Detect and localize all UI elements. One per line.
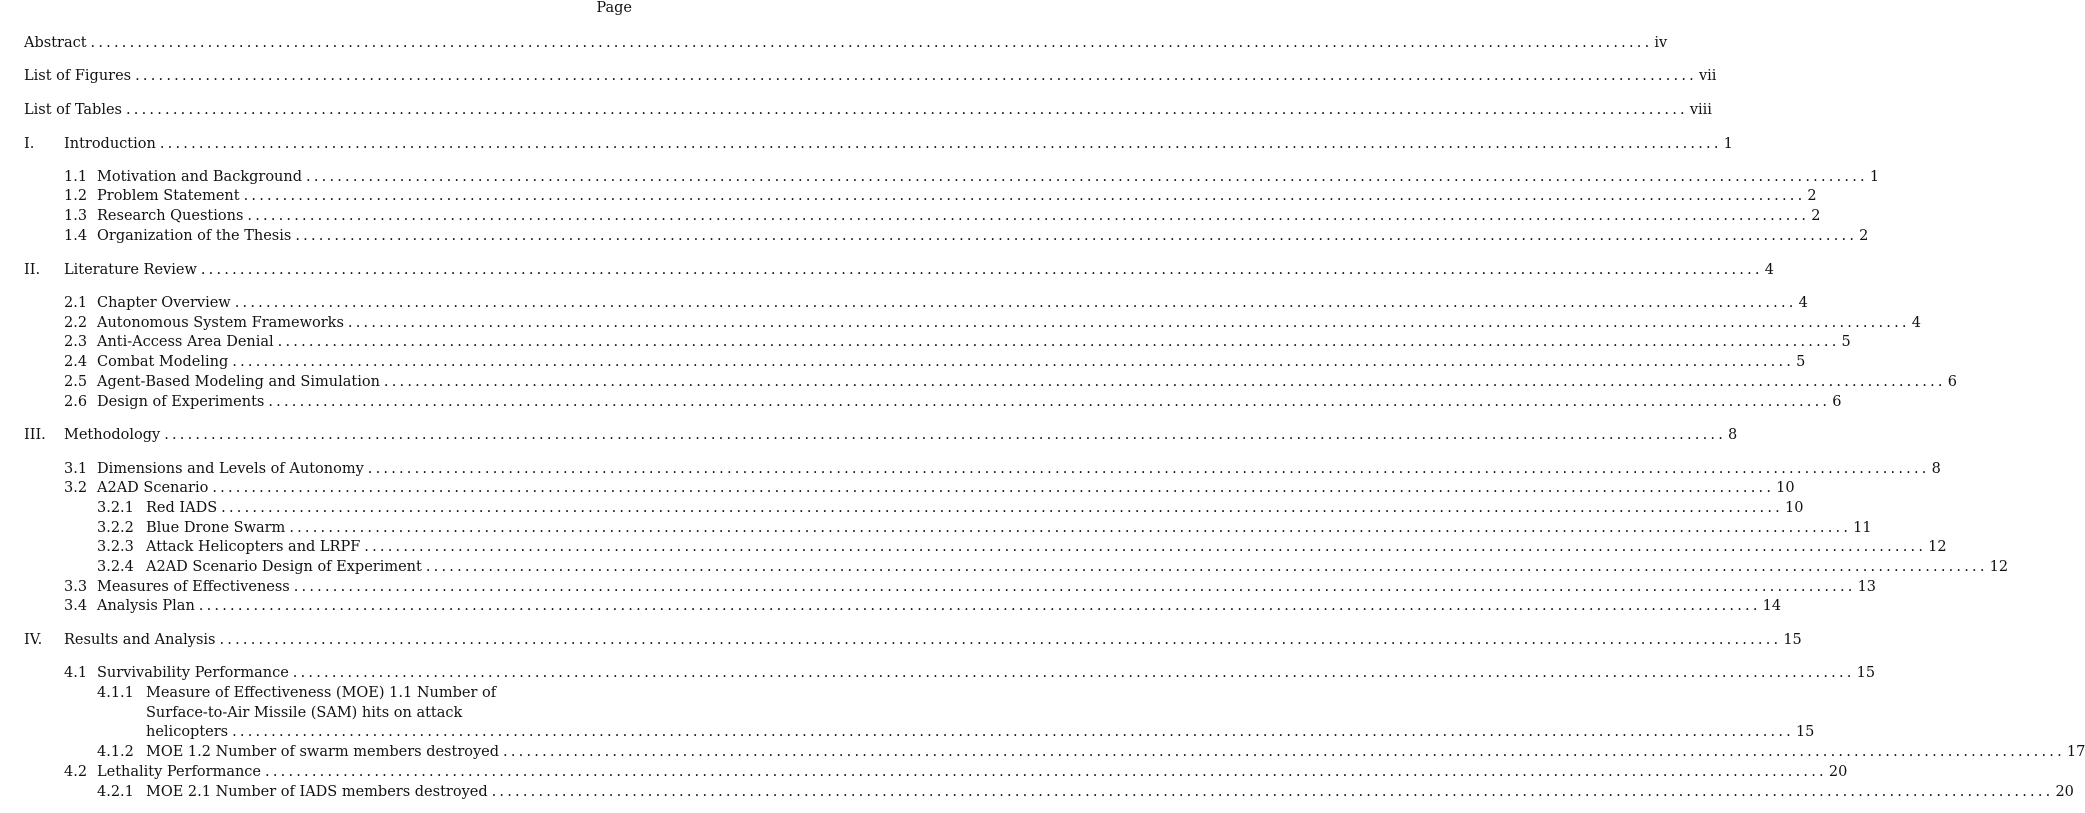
- section-number: 2.5: [64, 374, 88, 390]
- entry-title: Introduction: [64, 136, 156, 152]
- toc-section-3-1[interactable]: [0, 459, 1941, 479]
- toc-section-2-4[interactable]: [0, 352, 1806, 372]
- entry-title: List of Tables: [24, 102, 122, 118]
- chapter-number: III.: [24, 427, 46, 443]
- toc-chapter-1[interactable]: [0, 134, 1733, 154]
- leader-dots: ........................................................................................................................................................................................................: [164, 427, 1727, 443]
- leader-dots: ........................................................................................................................................................................................................: [491, 784, 2054, 800]
- entry-title: Survivability Performance: [97, 665, 289, 681]
- entry-title: Problem Statement: [97, 188, 240, 204]
- leader-dots: ........................................................................................................................................................................................................: [135, 68, 1697, 84]
- entry-page: 6: [1832, 394, 1842, 410]
- leader-dots: ........................................................................................................................................................................................................: [293, 579, 1856, 595]
- leader-dots: ........................................................................................................................................................................................................: [243, 188, 1806, 204]
- leader-dots: ........................................................................................................................................................................................................: [200, 262, 1763, 278]
- leader-dots: ........................................................................................................................................................................................................: [247, 208, 1810, 224]
- entry-page: 12: [1928, 539, 1947, 555]
- leader-dots: ........................................................................................................................................................................................................: [198, 598, 1761, 614]
- entry-title: Dimensions and Levels of Autonomy: [97, 461, 364, 477]
- section-number: 3.3: [64, 579, 88, 595]
- toc-entry-abstract[interactable]: [0, 33, 1668, 53]
- entry-page: 15: [1856, 665, 1876, 681]
- entry-title: Combat Modeling: [97, 354, 229, 370]
- subsection-number: 4.1.1: [97, 685, 134, 701]
- leader-dots: ........................................................................................................................................................................................................: [277, 334, 1840, 350]
- chapter-number: II.: [24, 262, 41, 278]
- leader-dots: ........................................................................................................................................................................................................: [232, 724, 1794, 740]
- toc-subsection-3-2-2[interactable]: [0, 518, 1872, 538]
- subsection-number: 4.2.1: [97, 784, 134, 800]
- toc-entry-list-of-figures[interactable]: [0, 66, 1717, 86]
- leader-dots: ........................................................................................................................................................................................................: [212, 480, 1775, 496]
- toc-section-4-1[interactable]: [0, 663, 1876, 683]
- chapter-number: IV.: [24, 632, 43, 648]
- entry-title: Methodology: [64, 427, 161, 443]
- entry-page: 5: [1796, 354, 1806, 370]
- entry-title: Results and Analysis: [64, 632, 216, 648]
- toc-subsection-3-2-4[interactable]: [0, 557, 2009, 577]
- entry-title: A2AD Scenario: [97, 480, 209, 496]
- entry-page: 10: [1776, 480, 1795, 496]
- entry-page: 15: [1783, 632, 1802, 648]
- entry-page: 11: [1853, 520, 1872, 536]
- toc-section-2-2[interactable]: [0, 313, 1921, 333]
- entry-page: 2: [1807, 188, 1817, 204]
- subsection-number: 3.2.4: [97, 559, 134, 575]
- toc-section-1-1[interactable]: [0, 167, 1880, 187]
- section-number: 1.4: [64, 228, 88, 244]
- toc-section-2-5[interactable]: [0, 372, 1957, 392]
- entry-page: 20: [1828, 764, 1848, 780]
- leader-dots: ........................................................................................................................................................................................................: [347, 315, 1910, 331]
- leader-dots: ........................................................................................................................................................................................................: [265, 764, 1827, 780]
- section-number: 2.1: [64, 295, 88, 311]
- leader-dots: ........................................................................................................................................................................................................: [268, 394, 1831, 410]
- section-number: 1.1: [64, 169, 88, 185]
- toc-section-1-3[interactable]: [0, 206, 1821, 226]
- entry-title: Chapter Overview: [97, 295, 231, 311]
- entry-title-line-1: Measure of Effectiveness (MOE) 1.1 Number of: [146, 685, 497, 701]
- entry-page: 1: [1723, 136, 1733, 152]
- toc-subsection-3-2-3[interactable]: [0, 537, 1947, 557]
- entry-title: Attack Helicopters and LRPF: [146, 539, 361, 555]
- entry-title: Measures of Effectiveness: [97, 579, 290, 595]
- entry-title: Anti-Access Area Denial: [97, 334, 274, 350]
- section-number: 3.1: [64, 461, 88, 477]
- entry-title: Literature Review: [64, 262, 197, 278]
- leader-dots: ........................................................................................................................................................................................................: [503, 744, 2065, 760]
- leader-dots: ........................................................................................................................................................................................................: [367, 461, 1930, 477]
- entry-page: 4: [1911, 315, 1921, 331]
- leader-dots: ........................................................................................................................................................................................................: [292, 665, 1855, 681]
- leader-dots: ........................................................................................................................................................................................................: [295, 228, 1858, 244]
- entry-page: viii: [1689, 102, 1712, 118]
- leader-dots: ........................................................................................................................................................................................................: [232, 354, 1795, 370]
- entry-title: Lethality Performance: [97, 764, 262, 780]
- entry-title: MOE 1.2 Number of swarm members destroyed: [146, 744, 500, 760]
- toc-entry-list-of-tables[interactable]: [0, 100, 1712, 120]
- subsection-number: 3.2.1: [97, 500, 134, 516]
- leader-dots: ........................................................................................................................................................................................................: [364, 539, 1927, 555]
- entry-title-line-2: Surface-to-Air Missile (SAM) hits on attack: [146, 705, 463, 721]
- section-number: 4.1: [64, 665, 88, 681]
- toc-subsection-3-2-1[interactable]: [0, 498, 1804, 518]
- section-number: 2.3: [64, 334, 88, 350]
- chapter-number: I.: [24, 136, 35, 152]
- entry-page: 17: [2066, 744, 2085, 760]
- toc-section-1-2[interactable]: [0, 186, 1817, 206]
- entry-title: A2AD Scenario Design of Experiment: [146, 559, 422, 575]
- toc-section-3-4[interactable]: [0, 596, 1782, 616]
- entry-title: Agent-Based Modeling and Simulation: [97, 374, 380, 390]
- entry-title: Organization of the Thesis: [97, 228, 292, 244]
- entry-page: iv: [1654, 35, 1668, 51]
- toc-subsection-4-1-1-last-line[interactable]: [0, 722, 1815, 742]
- toc-section-2-3[interactable]: [0, 332, 1851, 352]
- entry-title: MOE 2.1 Number of IADS members destroyed: [146, 784, 488, 800]
- toc-section-2-6[interactable]: [0, 392, 1842, 412]
- section-number: 2.6: [64, 394, 88, 410]
- entry-page: 5: [1841, 334, 1851, 350]
- section-number: 2.2: [64, 315, 88, 331]
- entry-page: 2: [1811, 208, 1821, 224]
- toc-subsection-4-1-2[interactable]: [0, 742, 2085, 762]
- entry-title: Analysis Plan: [97, 598, 195, 614]
- entry-page: 1: [1869, 169, 1880, 185]
- entry-title: Abstract: [24, 35, 87, 51]
- toc-section-4-2[interactable]: [0, 762, 1848, 782]
- entry-page: 4: [1798, 295, 1808, 311]
- subsection-number: 3.2.3: [97, 539, 134, 555]
- leader-dots: ........................................................................................................................................................................................................: [159, 136, 1722, 152]
- entry-page: 2: [1859, 228, 1869, 244]
- entry-title: Red IADS: [146, 500, 218, 516]
- entry-page: 6: [1947, 374, 1957, 390]
- leader-dots: ........................................................................................................................................................................................................: [289, 520, 1852, 536]
- entry-title-line-3: helicopters: [146, 724, 229, 740]
- entry-title: Research Questions: [97, 208, 244, 224]
- subsection-number: 4.1.2: [97, 744, 134, 760]
- leader-dots: ........................................................................................................................................................................................................: [383, 374, 1946, 390]
- entry-title: Motivation and Background: [97, 169, 303, 185]
- page-column-header: Page: [596, 0, 632, 16]
- subsection-number: 3.2.2: [97, 520, 134, 536]
- entry-title: Design of Experiments: [97, 394, 265, 410]
- leader-dots: ........................................................................................................................................................................................................: [221, 500, 1783, 516]
- leader-dots: ........................................................................................................................................................................................................: [90, 35, 1653, 51]
- section-number: 2.4: [64, 354, 88, 370]
- toc-subsection-4-1-1[interactable]: [0, 683, 660, 703]
- entry-title: Autonomous System Frameworks: [97, 315, 344, 331]
- section-number: 3.2: [64, 480, 88, 496]
- entry-page: 8: [1728, 427, 1738, 443]
- leader-dots: ........................................................................................................................................................................................................: [234, 295, 1797, 311]
- toc-section-3-2[interactable]: [0, 478, 1795, 498]
- entry-page: 4: [1764, 262, 1774, 278]
- entry-title: Blue Drone Swarm: [146, 520, 286, 536]
- entry-page: vii: [1698, 68, 1717, 84]
- toc-chapter-3[interactable]: [0, 425, 1738, 445]
- entry-page: 13: [1857, 579, 1877, 595]
- leader-dots: ........................................................................................................................................................................................................: [306, 169, 1868, 185]
- entry-page: 12: [1989, 559, 2009, 575]
- section-number: 1.2: [64, 188, 88, 204]
- entry-page: 10: [1784, 500, 1804, 516]
- toc-section-1-4[interactable]: [0, 226, 1869, 246]
- toc-section-2-1[interactable]: [0, 293, 1808, 313]
- entry-page: 20: [2055, 784, 2074, 800]
- section-number: 1.3: [64, 208, 88, 224]
- entry-page: 8: [1931, 461, 1941, 477]
- entry-title: List of Figures: [24, 68, 132, 84]
- leader-dots: ........................................................................................................................................................................................................: [125, 102, 1688, 118]
- section-number: 4.2: [64, 764, 88, 780]
- entry-page: 15: [1795, 724, 1815, 740]
- leader-dots: ........................................................................................................................................................................................................: [219, 632, 1782, 648]
- toc-subsection-4-2-1[interactable]: [0, 782, 2074, 802]
- toc-chapter-4[interactable]: [0, 630, 1802, 650]
- toc-section-3-3[interactable]: [0, 577, 1877, 597]
- section-number: 3.4: [64, 598, 88, 614]
- toc-chapter-2[interactable]: [0, 260, 1774, 280]
- leader-dots: ........................................................................................................................................................................................................: [425, 559, 1988, 575]
- entry-page: 14: [1762, 598, 1782, 614]
